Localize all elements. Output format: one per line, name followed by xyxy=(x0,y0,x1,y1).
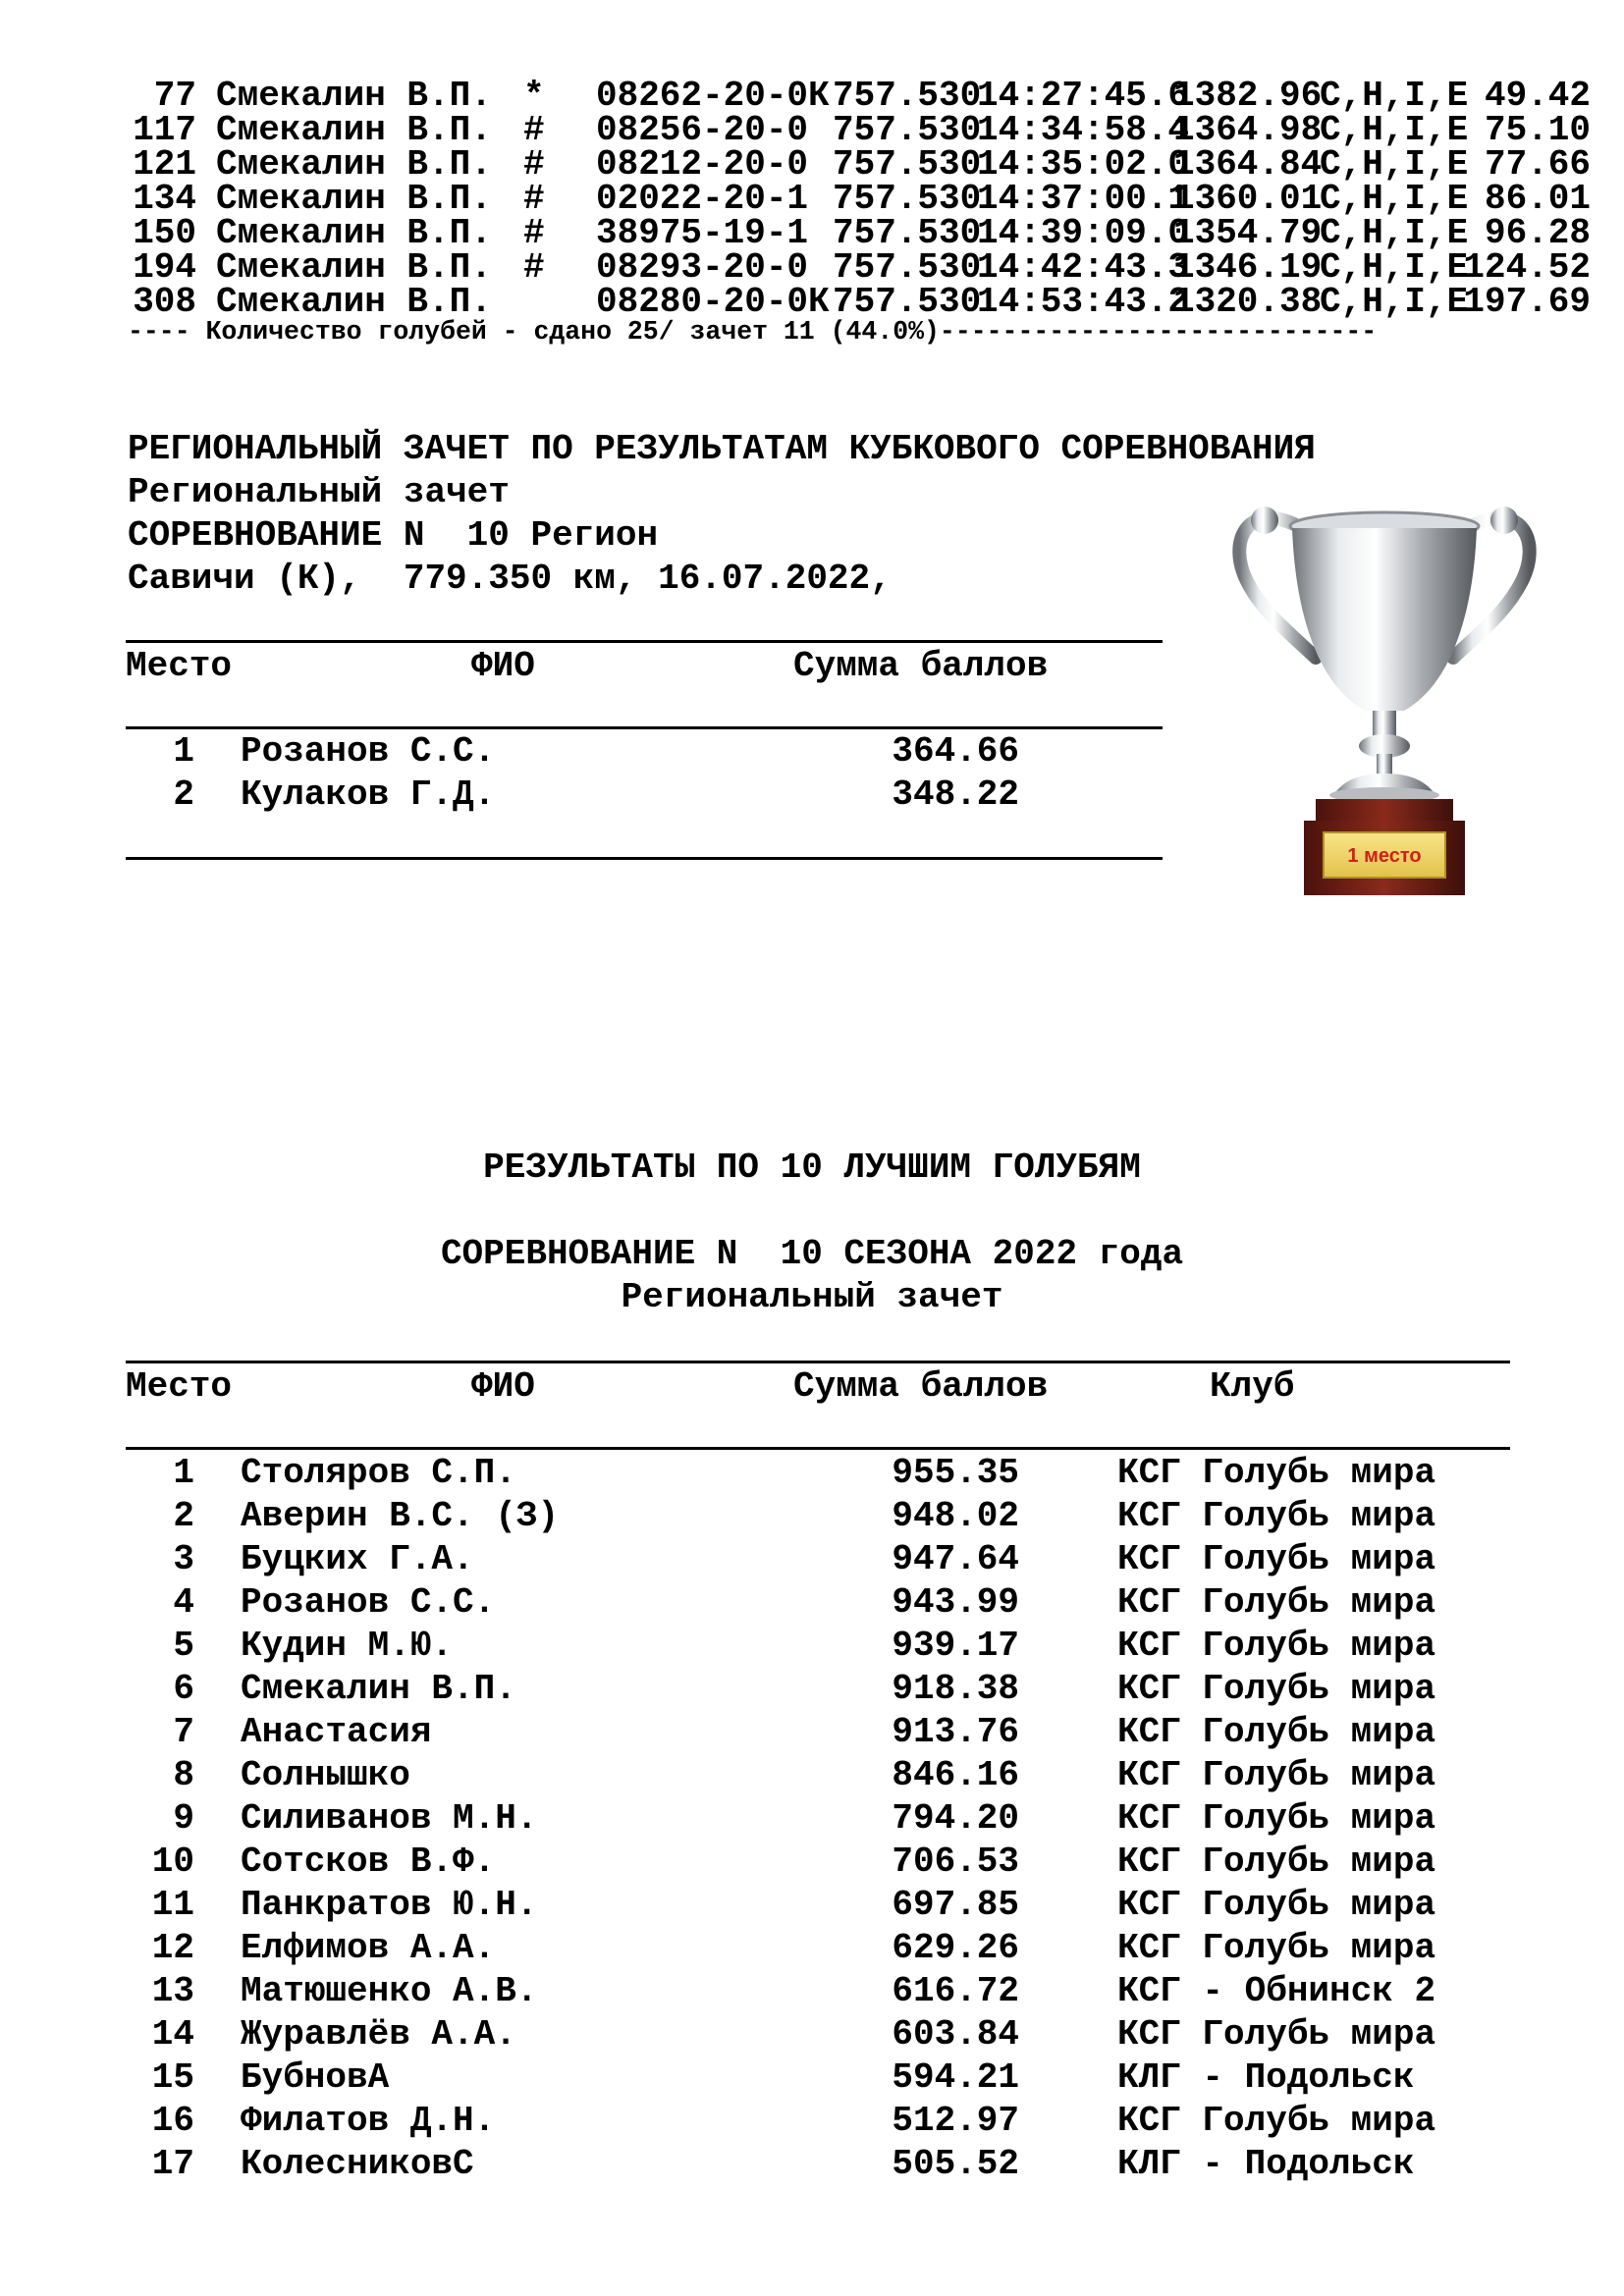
table-row: 8 Солнышко 846.16 КСГ Голубь мира xyxy=(173,1755,1436,1795)
best-title: РЕЗУЛЬТАТЫ ПО 10 ЛУЧШИМ ГОЛУБЯМ xyxy=(483,1148,1141,1188)
cup-subtitle: Региональный зачет xyxy=(128,472,510,512)
flight-row: 194 Смекалин В.П. # 08293-20-0 757.530 14:42:43.3 1346.19 С,Н,I,Е 124.52 xyxy=(133,247,1591,288)
table-row: 6 Смекалин В.П. 918.38 КСГ Голубь мира xyxy=(173,1669,1436,1709)
cup-table-header: Место ФИО Сумма баллов xyxy=(126,646,1049,686)
table-row: 7 Анастасия 913.76 КСГ Голубь мира xyxy=(173,1712,1436,1752)
table-row: 5 Кудин М.Ю. 939.17 КСГ Голубь мира xyxy=(173,1626,1436,1666)
flight-row: 77 Смекалин В.П. * 08262-20-0К 757.530 14:27:45.6 1382.96 С,Н,I,Е 49.42 xyxy=(153,76,1591,116)
trophy-label: 1 место xyxy=(1347,845,1422,867)
table-rule xyxy=(126,857,1163,860)
table-rule xyxy=(126,1447,1510,1450)
flight-row: 134 Смекалин В.П. # 02022-20-1 757.530 14:37:00.1 1360.01 С,Н,I,Е 86.01 xyxy=(133,179,1591,219)
table-row: 1 Розанов С.С. 364.66 xyxy=(173,731,1019,772)
table-row: 9 Силиванов М.Н. 794.20 КСГ Голубь мира xyxy=(173,1798,1436,1839)
table-row: 17 КолесниковС 505.52 КЛГ - Подольск xyxy=(151,2144,1415,2184)
flight-row: 150 Смекалин В.П. # 38975-19-1 757.530 14:39:09.0 1354.79 С,Н,I,Е 96.28 xyxy=(133,213,1591,253)
table-row: 14 Журавлёв А.А. 603.84 КСГ Голубь мира xyxy=(151,2014,1436,2055)
trophy-icon xyxy=(1218,483,1551,905)
table-row: 2 Аверин В.С. (З) 948.02 КСГ Голубь мира xyxy=(173,1496,1436,1536)
table-row: 13 Матюшенко А.В. 616.72 КСГ - Обнинск 2 xyxy=(151,1971,1436,2011)
flight-summary: ---- Количество голубей - сдано 25/ зачет 11 (44.0%)---------------------------- xyxy=(128,317,1378,347)
best-table-header: Место ФИО Сумма баллов Клуб xyxy=(126,1366,1295,1407)
table-row: 2 Кулаков Г.Д. 348.22 xyxy=(173,774,1019,815)
flight-row: 117 Смекалин В.П. # 08256-20-0 757.530 14:34:58.4 1364.98 С,Н,I,Е 75.10 xyxy=(133,110,1591,150)
flight-row: 121 Смекалин В.П. # 08212-20-0 757.530 14:35:02.0 1364.84 С,Н,I,Е 77.66 xyxy=(133,144,1591,185)
table-rule xyxy=(126,640,1163,643)
best-subtitle: Региональный зачет xyxy=(621,1277,1003,1317)
table-row: 16 Филатов Д.Н. 512.97 КСГ Голубь мира xyxy=(151,2101,1436,2141)
cup-competition: СОРЕВНОВАНИЕ N 10 Регион xyxy=(128,515,659,556)
table-row: 12 Елфимов А.А. 629.26 КСГ Голубь мира xyxy=(151,1928,1436,1968)
table-rule xyxy=(126,1361,1510,1363)
flight-row: 308 Смекалин В.П. 08280-20-0К 757.530 14:53:43.2 1320.38 С,Н,I,Е 197.69 xyxy=(133,282,1591,322)
cup-details: Савичи (К), 779.350 км, 16.07.2022, xyxy=(128,559,892,599)
cup-title: РЕГИОНАЛЬНЫЙ ЗАЧЕТ ПО РЕЗУЛЬТАТАМ КУБКОВОГО СОРЕВНОВАНИЯ xyxy=(128,429,1316,469)
table-rule xyxy=(126,726,1163,729)
table-row: 4 Розанов С.С. 943.99 КСГ Голубь мира xyxy=(173,1582,1436,1623)
table-row: 15 БубновА 594.21 КЛГ - Подольск xyxy=(151,2057,1415,2098)
table-row: 11 Панкратов Ю.Н. 697.85 КСГ Голубь мира xyxy=(151,1885,1436,1925)
table-row: 3 Буцких Г.А. 947.64 КСГ Голубь мира xyxy=(173,1539,1436,1579)
trophy-image xyxy=(1218,483,1551,905)
table-row: 10 Сотсков В.Ф. 706.53 КСГ Голубь мира xyxy=(151,1842,1436,1882)
best-competition: СОРЕВНОВАНИЕ N 10 СЕЗОНА 2022 года xyxy=(440,1234,1184,1274)
table-row: 1 Столяров С.П. 955.35 КСГ Голубь мира xyxy=(173,1453,1436,1493)
